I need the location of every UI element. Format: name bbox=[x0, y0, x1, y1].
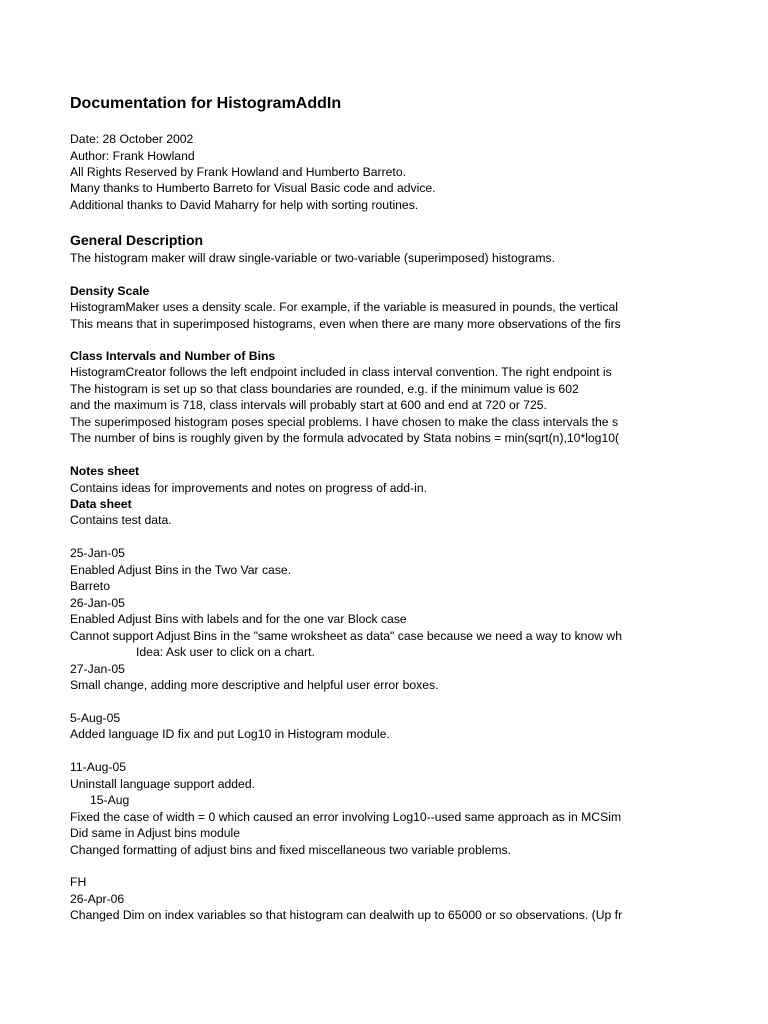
document-page bbox=[70, 0, 640, 1024]
general-description-text: The histogram maker will draw single-variable or two-variable (superimposed) histograms. bbox=[70, 251, 555, 265]
log-date: 15-Aug bbox=[90, 793, 130, 807]
density-line: HistogramMaker uses a density scale. For example, if the variable is measured in pounds, the vertical bbox=[70, 300, 619, 314]
log-date: 26-Jan-05 bbox=[70, 596, 125, 610]
log-entry: Changed formatting of adjust bins and fixed miscellaneous two variable problems. bbox=[70, 843, 512, 857]
data-sheet-heading: Data sheet bbox=[70, 497, 132, 511]
class-intervals-heading: Class Intervals and Number of Bins bbox=[70, 349, 276, 363]
log-author: Barreto bbox=[70, 579, 110, 593]
log-entry: Uninstall language support added. bbox=[70, 777, 255, 791]
class-line: The superimposed histogram poses special problems. I have chosen to make the class intervals the s bbox=[70, 415, 619, 429]
log-date: 25-Jan-05 bbox=[70, 546, 125, 560]
log-entry: Enabled Adjust Bins in the Two Var case. bbox=[70, 563, 292, 577]
density-scale-heading: Density Scale bbox=[70, 284, 150, 298]
density-line: This means that in superimposed histograms, even when there are many more observations of the firs bbox=[70, 317, 621, 331]
log-date: 11-Aug-05 bbox=[70, 760, 127, 774]
notes-sheet-heading: Notes sheet bbox=[70, 464, 140, 478]
class-line: and the maximum is 718, class intervals will probably start at 600 and end at 720 or 725. bbox=[70, 398, 547, 412]
thanks-line: Many thanks to Humberto Barreto for Visual Basic code and advice. bbox=[70, 181, 436, 195]
log-entry: Fixed the case of width = 0 which caused an error involving Log10--used same approach as in MCSim bbox=[70, 810, 622, 824]
log-date: 27-Jan-05 bbox=[70, 662, 125, 676]
log-author: FH bbox=[70, 875, 87, 889]
log-entry: Added language ID fix and put Log10 in Histogram module. bbox=[70, 727, 390, 741]
log-entry: Cannot support Adjust Bins in the "same wroksheet as data" case because we need a way to know wh bbox=[70, 629, 622, 643]
class-line: The histogram is set up so that class boundaries are rounded, e.g. if the minimum value is 602 bbox=[70, 382, 579, 396]
general-description-heading: General Description bbox=[70, 232, 204, 248]
class-line: The number of bins is roughly given by the formula advocated by Stata nobins = min(sqrt(n),10*log10( bbox=[70, 431, 620, 445]
log-date: 26-Apr-06 bbox=[70, 892, 125, 906]
date-line: Date: 28 October 2002 bbox=[70, 132, 194, 146]
additional-thanks-line: Additional thanks to David Maharry for help with sorting routines. bbox=[70, 198, 419, 212]
rights-line: All Rights Reserved by Frank Howland and Humberto Barreto. bbox=[70, 165, 406, 179]
notes-sheet-text: Contains ideas for improvements and notes on progress of add-in. bbox=[70, 481, 428, 495]
class-line: HistogramCreator follows the left endpoint included in class interval convention. The right endpoint is bbox=[70, 365, 612, 379]
log-entry: Small change, adding more descriptive and helpful user error boxes. bbox=[70, 678, 439, 692]
log-entry: Idea: Ask user to click on a chart. bbox=[136, 645, 315, 659]
data-sheet-text: Contains test data. bbox=[70, 513, 172, 527]
author-line: Author: Frank Howland bbox=[70, 149, 195, 163]
log-entry: Enabled Adjust Bins with labels and for the one var Block case bbox=[70, 612, 407, 626]
log-entry: Did same in Adjust bins module bbox=[70, 826, 241, 840]
log-entry: Changed Dim on index variables so that histogram can dealwith up to 65000 or so observations. (Up fr bbox=[70, 908, 623, 922]
log-date: 5-Aug-05 bbox=[70, 711, 121, 725]
document-title: Documentation for HistogramAddIn bbox=[70, 95, 342, 112]
